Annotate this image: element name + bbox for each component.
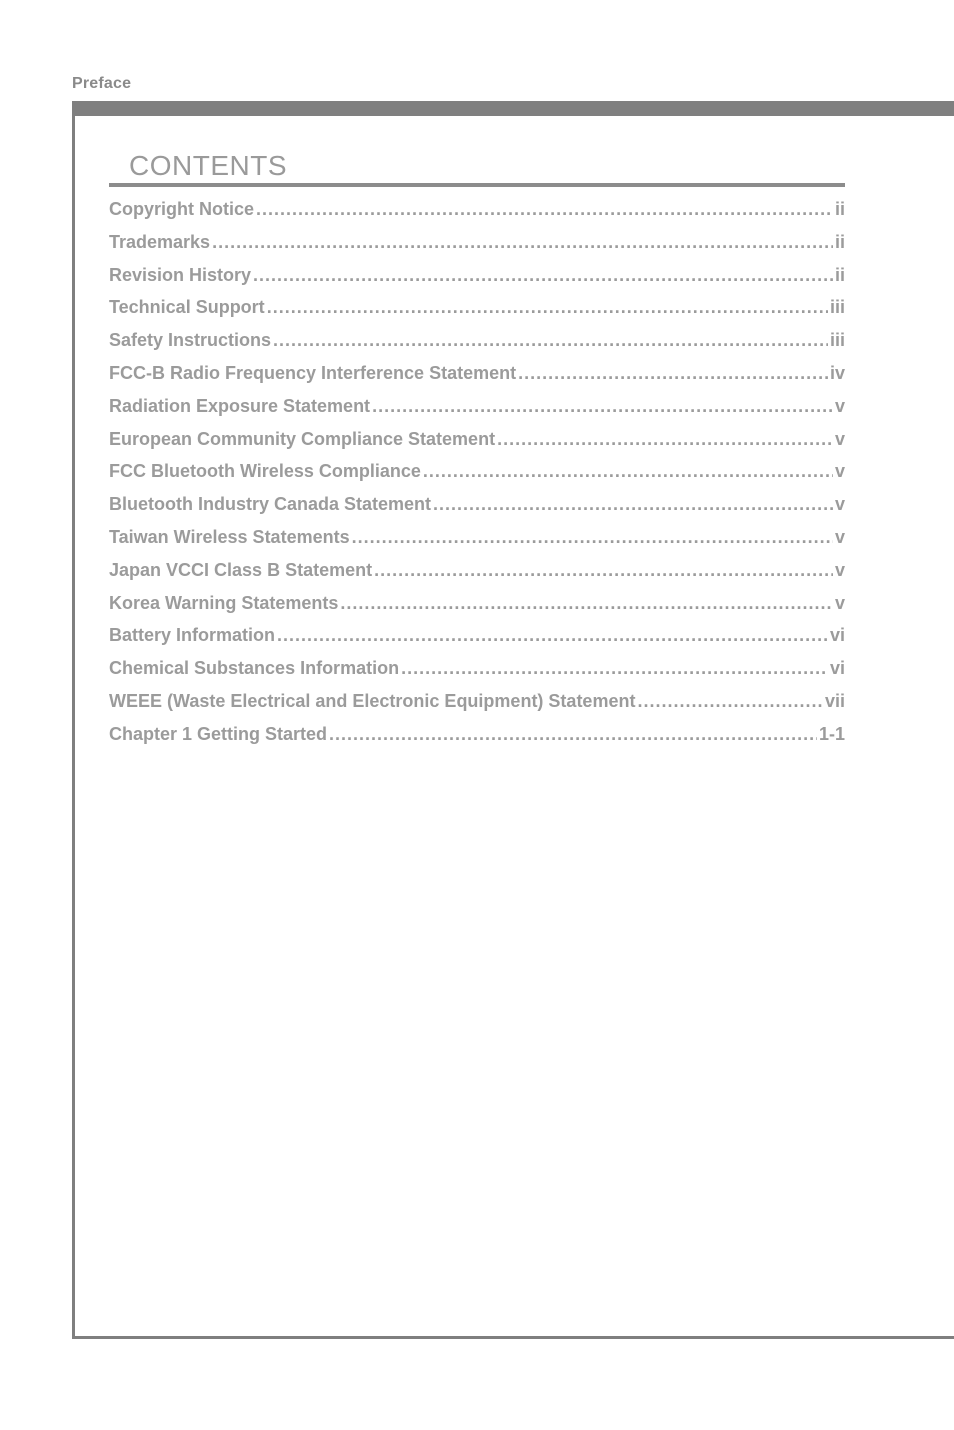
toc-leader-dots xyxy=(637,691,823,712)
toc-entry-safety-instructions[interactable] xyxy=(109,330,845,363)
toc-entry-radiation-exposure[interactable] xyxy=(109,396,845,429)
toc-entry-page: v xyxy=(834,395,845,416)
toc-entry-fcc-b-statement[interactable] xyxy=(109,363,845,396)
toc-entry-page: v xyxy=(834,494,845,515)
toc-leader-dots xyxy=(401,658,828,679)
toc-leader-dots xyxy=(374,560,833,581)
toc-entry-battery-information[interactable] xyxy=(109,625,845,658)
toc-entry-text: European Community Compliance Statement xyxy=(109,428,496,449)
toc-title: CONTENTS xyxy=(129,150,287,181)
toc-entry-page: vii xyxy=(824,690,845,711)
toc-entry-text: Chapter 1 Getting Started xyxy=(109,723,328,744)
toc-leader-dots xyxy=(352,527,833,548)
toc-entry-text: WEEE (Waste Electrical and Electronic Equipment) Statement xyxy=(109,690,636,711)
toc-entry-text: Revision History xyxy=(109,264,252,285)
toc-entry-page: ii xyxy=(834,199,845,219)
toc-entry-text: Trademarks xyxy=(109,231,211,252)
toc-entry-bluetooth-canada[interactable] xyxy=(109,494,845,527)
toc-entry-technical-support[interactable] xyxy=(109,297,845,330)
toc-entry-page: vi xyxy=(829,658,845,679)
toc-entry-japan-vcci[interactable] xyxy=(109,560,845,593)
toc-entry-page: ii xyxy=(834,264,845,285)
toc-entry-page: v xyxy=(834,526,845,547)
toc-entry-page: ii xyxy=(834,231,845,252)
toc-leader-dots xyxy=(433,494,833,515)
toc-entry-text: Technical Support xyxy=(109,297,265,318)
toc-leader-dots xyxy=(423,461,833,482)
toc-entry-fcc-bluetooth[interactable] xyxy=(109,461,845,494)
toc-entry-text: Chemical Substances Information xyxy=(109,658,400,679)
toc-leader-dots xyxy=(253,265,833,286)
header-bar xyxy=(72,101,954,116)
toc-entry-text: FCC-B Radio Frequency Interference Statement xyxy=(109,362,517,383)
toc-entry-text: Radiation Exposure Statement xyxy=(109,395,371,416)
toc-entry-copyright-notice[interactable] xyxy=(109,199,845,232)
toc-leader-dots xyxy=(518,363,828,384)
toc-entry-page: 1-1 xyxy=(818,723,845,744)
toc-leader-dots xyxy=(340,593,833,614)
toc-entry-chapter-1[interactable] xyxy=(109,724,845,757)
toc-entry-page: iii xyxy=(829,330,845,351)
toc-entry-european-compliance[interactable] xyxy=(109,429,845,462)
toc-leader-dots xyxy=(329,724,817,745)
toc-list xyxy=(109,199,845,757)
section-label: Preface xyxy=(72,75,132,92)
toc-entry-page: iii xyxy=(829,297,845,318)
toc-leader-dots xyxy=(256,199,833,220)
toc-entry-taiwan-wireless[interactable] xyxy=(109,527,845,560)
toc-entry-trademarks[interactable] xyxy=(109,232,845,265)
toc-entry-text: Safety Instructions xyxy=(109,330,272,351)
toc-entry-page: vi xyxy=(829,625,845,646)
toc-entry-text: Copyright Notice xyxy=(109,199,255,219)
toc-entry-text: Bluetooth Industry Canada Statement xyxy=(109,494,432,515)
toc-leader-dots xyxy=(273,330,828,351)
toc-leader-dots xyxy=(372,396,833,417)
toc-entry-text: Korea Warning Statements xyxy=(109,592,339,613)
toc-entry-text: Japan VCCI Class B Statement xyxy=(109,559,373,580)
toc-leader-dots xyxy=(267,297,828,318)
toc-entry-page: iv xyxy=(829,362,845,383)
toc-entry-text: Battery Information xyxy=(109,625,276,646)
toc-entry-chemical-substances[interactable] xyxy=(109,658,845,691)
toc-entry-korea-warning[interactable] xyxy=(109,593,845,626)
toc-entry-text: FCC Bluetooth Wireless Compliance xyxy=(109,461,421,482)
toc-entry-page: v xyxy=(834,559,845,580)
toc-entry-page: v xyxy=(834,592,845,613)
toc-entry-text: Taiwan Wireless Statements xyxy=(109,526,350,547)
toc-entry-revision-history[interactable] xyxy=(109,265,845,298)
toc-entry-weee-statement[interactable] xyxy=(109,691,845,724)
footer-rule xyxy=(72,1336,954,1339)
toc-leader-dots xyxy=(497,429,833,450)
toc-entry-page: v xyxy=(834,428,845,449)
title-underline xyxy=(109,183,845,187)
toc-leader-dots xyxy=(277,625,828,646)
left-margin-rule xyxy=(72,101,75,1339)
toc-leader-dots xyxy=(212,232,833,253)
toc-entry-page: v xyxy=(834,461,845,482)
